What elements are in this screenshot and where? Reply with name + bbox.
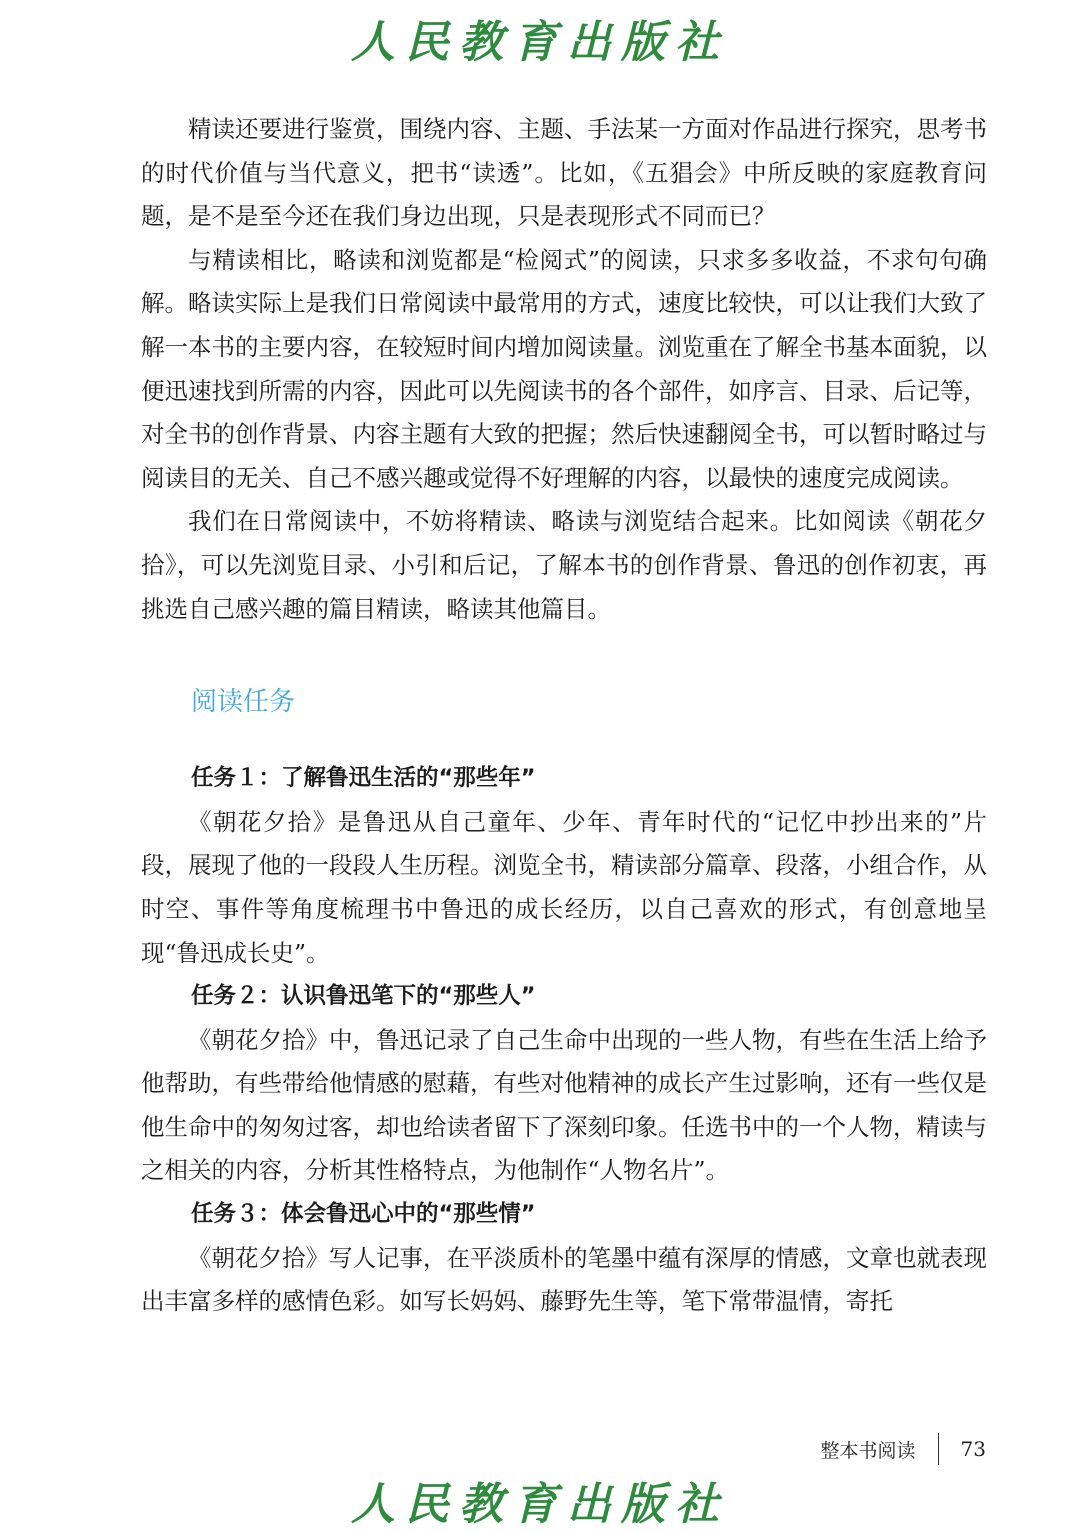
- task-body: 《朝花夕拾》是鲁迅从自己童年、少年、青年时代的“记忆中抄出来的”片段，展现了他的一段段人生历程。浏览全书，精读部分篇章、段落，小组合作，从时空、事件等角度梳理书中鲁迅的成长经历，以自己喜欢的形式，有创意地呈现“鲁迅成长史”。: [141, 807, 987, 967]
- task-title: 任务３：体会鲁迅心中的“那些情”: [191, 1201, 536, 1228]
- paragraph: 我们在日常阅读中，不妨将精读、略读与浏览结合起来。比如阅读《朝花夕拾》，可以先浏览目录、小引和后记，了解本书的创作背景、鲁迅的创作初衷，再挑选自己感兴趣的篇目精读，略读其他篇目。: [141, 507, 987, 623]
- page-footer: [821, 1432, 986, 1466]
- task-title: 任务２：认识鲁迅笔下的“那些人”: [191, 983, 536, 1010]
- section-title: 阅读任务: [191, 687, 296, 718]
- footer-divider: [938, 1433, 939, 1465]
- page-number: 73: [960, 1437, 986, 1461]
- task-title: 任务１：了解鲁迅生活的“那些年”: [191, 765, 536, 792]
- task-body: 《朝花夕拾》写人记事，在平淡质朴的笔墨中蕴有深厚的情感，文章也就表现出丰富多样的感情色彩。如写长妈妈、藤野先生等，笔下常带温情，寄托: [141, 1243, 987, 1316]
- page-content: [141, 108, 987, 1324]
- task-list: [141, 757, 987, 1324]
- publisher-watermark-top: 人民教育出版社: [351, 17, 729, 68]
- paragraph: 精读还要进行鉴赏，围绕内容、主题、手法某一方面对作品进行探究，思考书的时代价值与当代意义，把书“读透”。比如，《五猖会》中所反映的家庭教育问题，是不是至今还在我们身边出现，只是表现形式不同而已？: [141, 115, 987, 231]
- footer-section-name: 整本书阅读: [820, 1439, 916, 1462]
- task-body: 《朝花夕拾》中，鲁迅记录了自己生命中出现的一些人物，有些在生活上给予他帮助，有些带给他情感的慰藉，有些对他精神的成长产生过影响，还有一些仅是他生命中的匆匆过客，却也给读者留下了深刻印象。任选书中的一个人物，精读与之相关的内容，分析其性格特点，为他制作“人物名片”。: [141, 1025, 987, 1185]
- publisher-watermark-bottom: 人民教育出版社: [351, 1479, 729, 1530]
- paragraph: 与精读相比，略读和浏览都是“检阅式”的阅读，只求多多收益，不求句句确解。略读实际上是我们日常阅读中最常用的方式，速度比较快，可以让我们大致了解一本书的主要内容，在较短时间内增加阅读量。浏览重在了解全书基本面貌，以便迅速找到所需的内容，因此可以先阅读书的各个部件，如序言、目录、后记等，对全书的创作背景、内容主题有大致的把握；然后快速翻阅全书，可以暂时略过与阅读目的无关、自己不感兴趣或觉得不好理解的内容，以最快的速度完成阅读。: [141, 245, 987, 492]
